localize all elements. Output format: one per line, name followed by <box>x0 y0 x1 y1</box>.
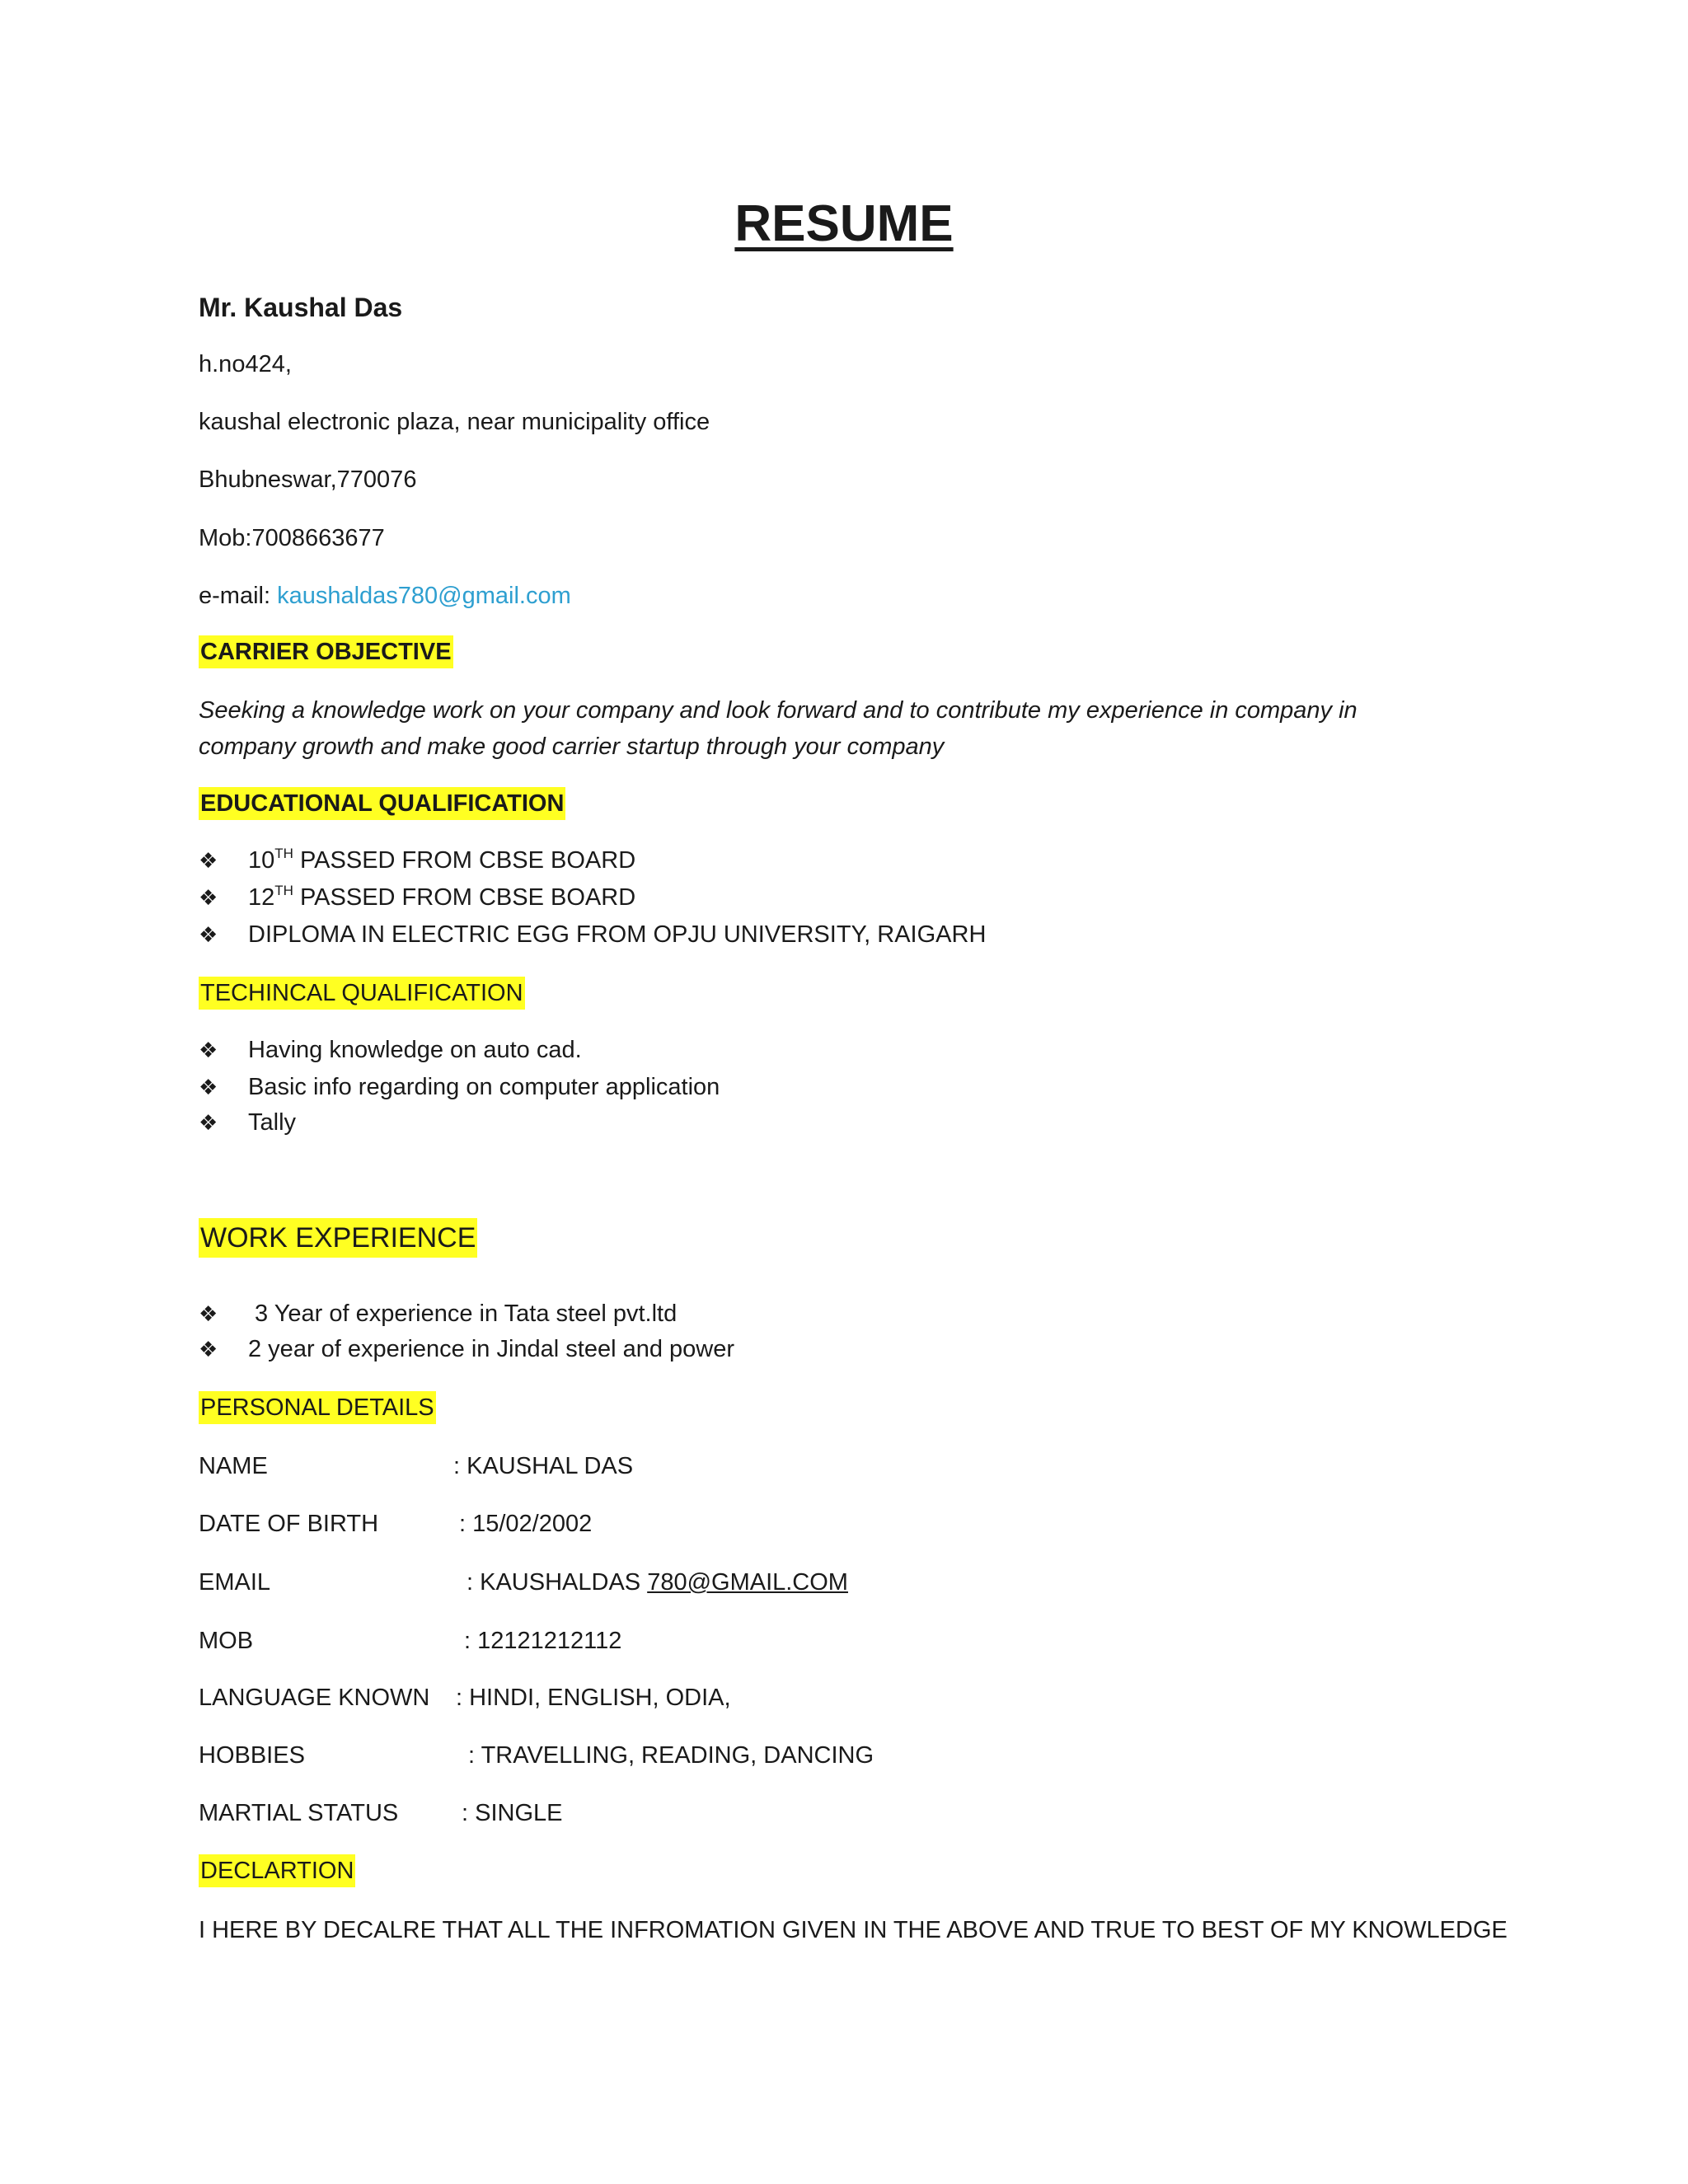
mobile-number: Mob:7008663677 <box>199 525 385 551</box>
education-item: ❖ 12TH PASSED FROM CBSE BOARD <box>199 881 635 915</box>
objective-line-2: company growth and make good carrier startup through your company <box>199 733 945 760</box>
personal-label-hobbies: HOBBIES <box>199 1742 305 1769</box>
personal-value-dob: : 15/02/2002 <box>459 1511 593 1537</box>
personal-label-email: EMAIL <box>199 1569 271 1596</box>
diamond-bullet-icon: ❖ <box>199 886 218 911</box>
personal-value-email: : KAUSHALDAS 780@GMAIL.COM <box>467 1569 848 1596</box>
personal-value-mob: : 12121212112 <box>464 1628 622 1654</box>
personal-value-hobbies: : TRAVELLING, READING, DANCING <box>468 1742 874 1769</box>
objective-line-1: Seeking a knowledge work on your company and look forward and to contribute my experience in company in <box>199 697 1357 724</box>
diamond-bullet-icon: ❖ <box>199 923 218 948</box>
technical-heading: TECHINCAL QUALIFICATION <box>199 977 525 1010</box>
declaration-heading: DECLARTION <box>199 1854 355 1887</box>
personal-email-link[interactable]: 780@GMAIL.COM <box>647 1569 848 1596</box>
declaration-text: I HERE BY DECALRE THAT ALL THE INFROMATION GIVEN IN THE ABOVE AND TRUE TO BEST OF MY KNOWLEDGE <box>199 1917 1507 1943</box>
personal-label-language: LANGUAGE KNOWN <box>199 1685 430 1711</box>
page-title: RESUME <box>734 195 954 252</box>
personal-value-language: : HINDI, ENGLISH, ODIA, <box>456 1685 731 1711</box>
work-item: ❖ 3 Year of experience in Tata steel pvt.ltd <box>199 1297 677 1331</box>
diamond-bullet-icon: ❖ <box>199 1038 218 1063</box>
candidate-name: Mr. Kaushal Das <box>199 293 403 322</box>
address-line-2: kaushal electronic plaza, near municipality office <box>199 409 710 435</box>
diamond-bullet-icon: ❖ <box>199 1076 218 1100</box>
work-heading: WORK EXPERIENCE <box>199 1218 477 1258</box>
address-line-1: h.no424, <box>199 351 292 377</box>
personal-label-marital: MARTIAL STATUS <box>199 1800 399 1826</box>
email-link[interactable]: kaushaldas780@gmail.com <box>277 583 571 609</box>
objective-heading: CARRIER OBJECTIVE <box>199 635 453 668</box>
diamond-bullet-icon: ❖ <box>199 1302 218 1327</box>
technical-item: ❖ Basic info regarding on computer application <box>199 1071 720 1104</box>
address-line-3: Bhubneswar,770076 <box>199 466 417 493</box>
work-item: ❖ 2 year of experience in Jindal steel and power <box>199 1333 734 1366</box>
personal-label-mob: MOB <box>199 1628 254 1654</box>
education-item: ❖ DIPLOMA IN ELECTRIC EGG FROM OPJU UNIVERSITY, RAIGARH <box>199 918 986 952</box>
personal-value-name: : KAUSHAL DAS <box>453 1453 634 1479</box>
diamond-bullet-icon: ❖ <box>199 1111 218 1136</box>
personal-value-marital: : SINGLE <box>462 1800 563 1826</box>
personal-label-dob: DATE OF BIRTH <box>199 1511 379 1537</box>
education-item: ❖ 10TH PASSED FROM CBSE BOARD <box>199 844 635 878</box>
education-heading: EDUCATIONAL QUALIFICATION <box>199 787 565 820</box>
diamond-bullet-icon: ❖ <box>199 1338 218 1362</box>
personal-label-name: NAME <box>199 1453 268 1479</box>
diamond-bullet-icon: ❖ <box>199 849 218 874</box>
technical-item: ❖ Tally <box>199 1106 296 1140</box>
technical-item: ❖ Having knowledge on auto cad. <box>199 1033 582 1067</box>
email-label: e-mail: <box>199 583 278 609</box>
personal-heading: PERSONAL DETAILS <box>199 1391 436 1424</box>
email-line <box>199 579 571 612</box>
